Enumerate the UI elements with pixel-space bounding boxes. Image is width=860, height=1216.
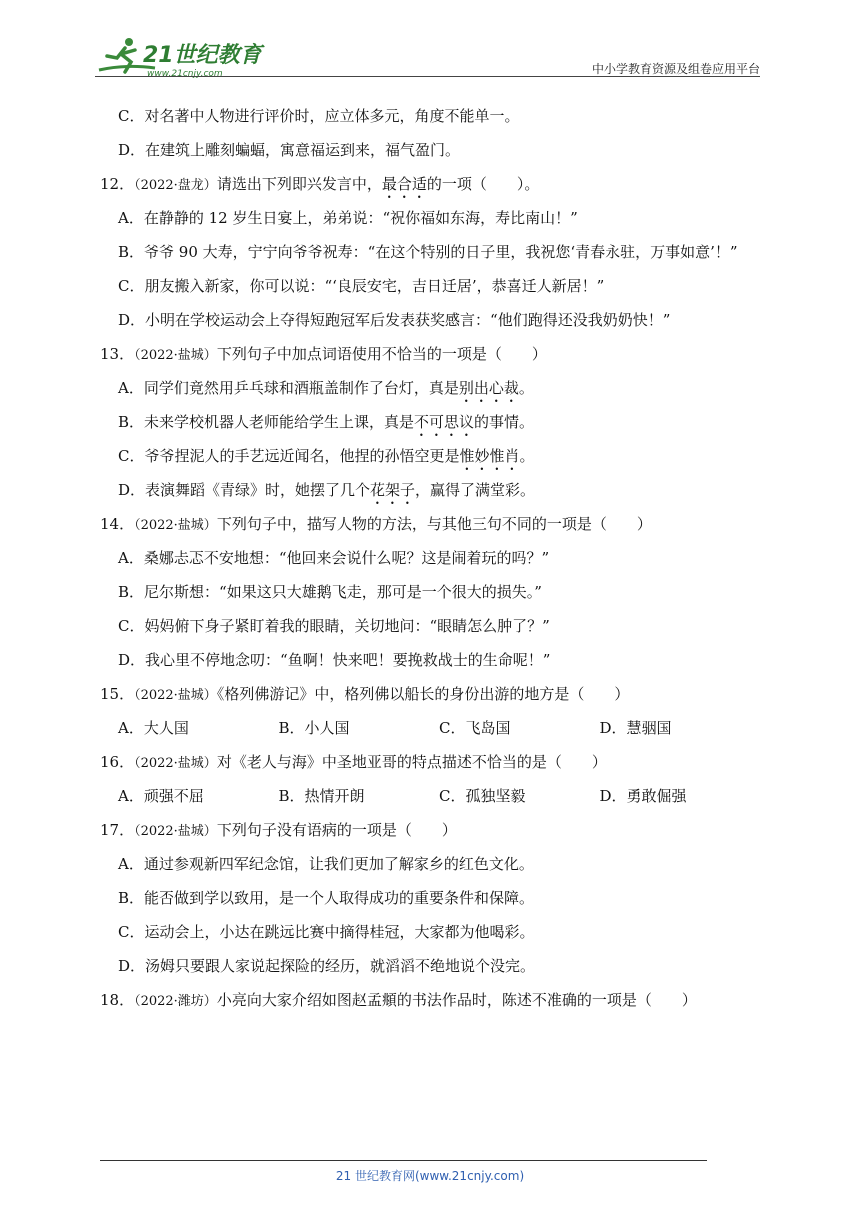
q13-option-c: C．爷爷捏泥人的手艺远近闻名，他捏的孙悟空更是惟妙惟肖。 [118, 447, 535, 465]
question-15: 15．（2022·盐城）《格列佛游记》中，格列佛以船长的身份出游的地方是（ ） [100, 685, 630, 703]
exam-content [100, 104, 760, 1022]
question-12: 12．（2022·盘龙）请选出下列即兴发言中，最合适的一项（ ）。 [100, 175, 540, 193]
footer-link[interactable]: 21 世纪教育网(www.21cnjy.com) [335, 1169, 525, 1183]
q14-option-a: A．桑娜忐忑不安地想：“他回来会说什么呢？这是闹着玩的吗？” [118, 549, 550, 567]
q15-option-a: A．大人国 [118, 719, 189, 737]
question-13: 13．（2022·盐城）下列句子中加点词语使用不恰当的一项是（ ） [100, 345, 547, 363]
q17-option-c: C．运动会上，小达在跳远比赛中摘得桂冠，大家都为他喝彩。 [118, 923, 535, 941]
runner-logo-icon [95, 34, 265, 80]
question-16: 16．（2022·盐城）对《老人与海》中圣地亚哥的特点描述不恰当的是（ ） [100, 753, 607, 771]
q13-option-b: B．未来学校机器人老师能给学生上课，真是不可思议的事情。 [118, 413, 535, 431]
q12-option-b: B．爷爷 90 大寿，宁宁向爷爷祝寿：“在这个特别的日子里，我祝您‘青春永驻，万事如意’！” [118, 243, 738, 261]
q16-options [100, 784, 760, 818]
q13-option-a: A．同学们竟然用乒乓球和酒瓶盖制作了台灯，真是别出心裁。 [118, 379, 534, 397]
header-divider [95, 76, 760, 77]
q16-option-a: A．顽强不屈 [118, 787, 204, 805]
svg-text:21世纪教育: 21世纪教育 [143, 43, 262, 68]
q14-option-c: C．妈妈俯下身子紧盯着我的眼睛，关切地问：“眼睛怎么肿了？” [118, 617, 550, 635]
q17-option-d: D．汤姆只要跟人家说起探险的经历，就滔滔不绝地说个没完。 [118, 957, 536, 975]
q16-option-c: C．孤独坚毅 [439, 787, 526, 805]
q13-option-d: D．表演舞蹈《青绿》时，她摆了几个花架子，赢得了满堂彩。 [118, 481, 536, 499]
q14-option-b: B．尼尔斯想：“如果这只大雄鹅飞走，那可是一个很大的损失。” [118, 583, 542, 601]
q11-option-d: D．在建筑上雕刻蝙蝠，寓意福运到来，福气盈门。 [118, 141, 461, 159]
q16-option-b: B．热情开朗 [278, 787, 365, 805]
q17-option-b: B．能否做到学以致用，是一个人取得成功的重要条件和保障。 [118, 889, 535, 907]
page-header [95, 28, 760, 80]
q14-option-d: D．我心里不停地念叨：“鱼啊！快来吧！要挽救战士的生命呢！” [118, 651, 551, 669]
platform-name: 中小学教育资源及组卷应用平台 [591, 62, 760, 76]
site-logo [95, 34, 265, 80]
q12-option-c: C．朋友搬入新家，你可以说：“‘良辰安宅，吉日迁居’，恭喜迁人新居！” [118, 277, 605, 295]
question-18: 18．（2022·潍坊）小亮向大家介绍如图赵孟頫的书法作品时，陈述不准确的一项是（ ） [100, 991, 697, 1009]
q17-option-a: A．通过参观新四军纪念馆，让我们更加了解家乡的红色文化。 [118, 855, 534, 873]
q16-option-d: D．勇敢倔强 [599, 787, 687, 805]
q15-options [100, 716, 760, 750]
q15-option-c: C．飞岛国 [439, 719, 511, 737]
q15-option-d: D．慧骃国 [599, 719, 672, 737]
q15-option-b: B．小人国 [278, 719, 350, 737]
q12-option-d: D．小明在学校运动会上夺得短跑冠军后发表获奖感言：“他们跑得还没我奶奶快！” [118, 311, 671, 329]
svg-text:www.21cnjy.com: www.21cnjy.com [147, 69, 223, 79]
q12-option-a: A．在静静的 12 岁生日宴上，弟弟说：“祝你福如东海，寿比南山！” [118, 209, 578, 227]
q11-option-c: C．对名著中人物进行评价时，应立体多元，角度不能单一。 [118, 107, 520, 125]
question-17: 17．（2022·盐城）下列句子没有语病的一项是（ ） [100, 821, 457, 839]
question-14: 14．（2022·盐城）下列句子中，描写人物的方法，与其他三句不同的一项是（ ） [100, 515, 652, 533]
footer-divider [100, 1160, 707, 1161]
